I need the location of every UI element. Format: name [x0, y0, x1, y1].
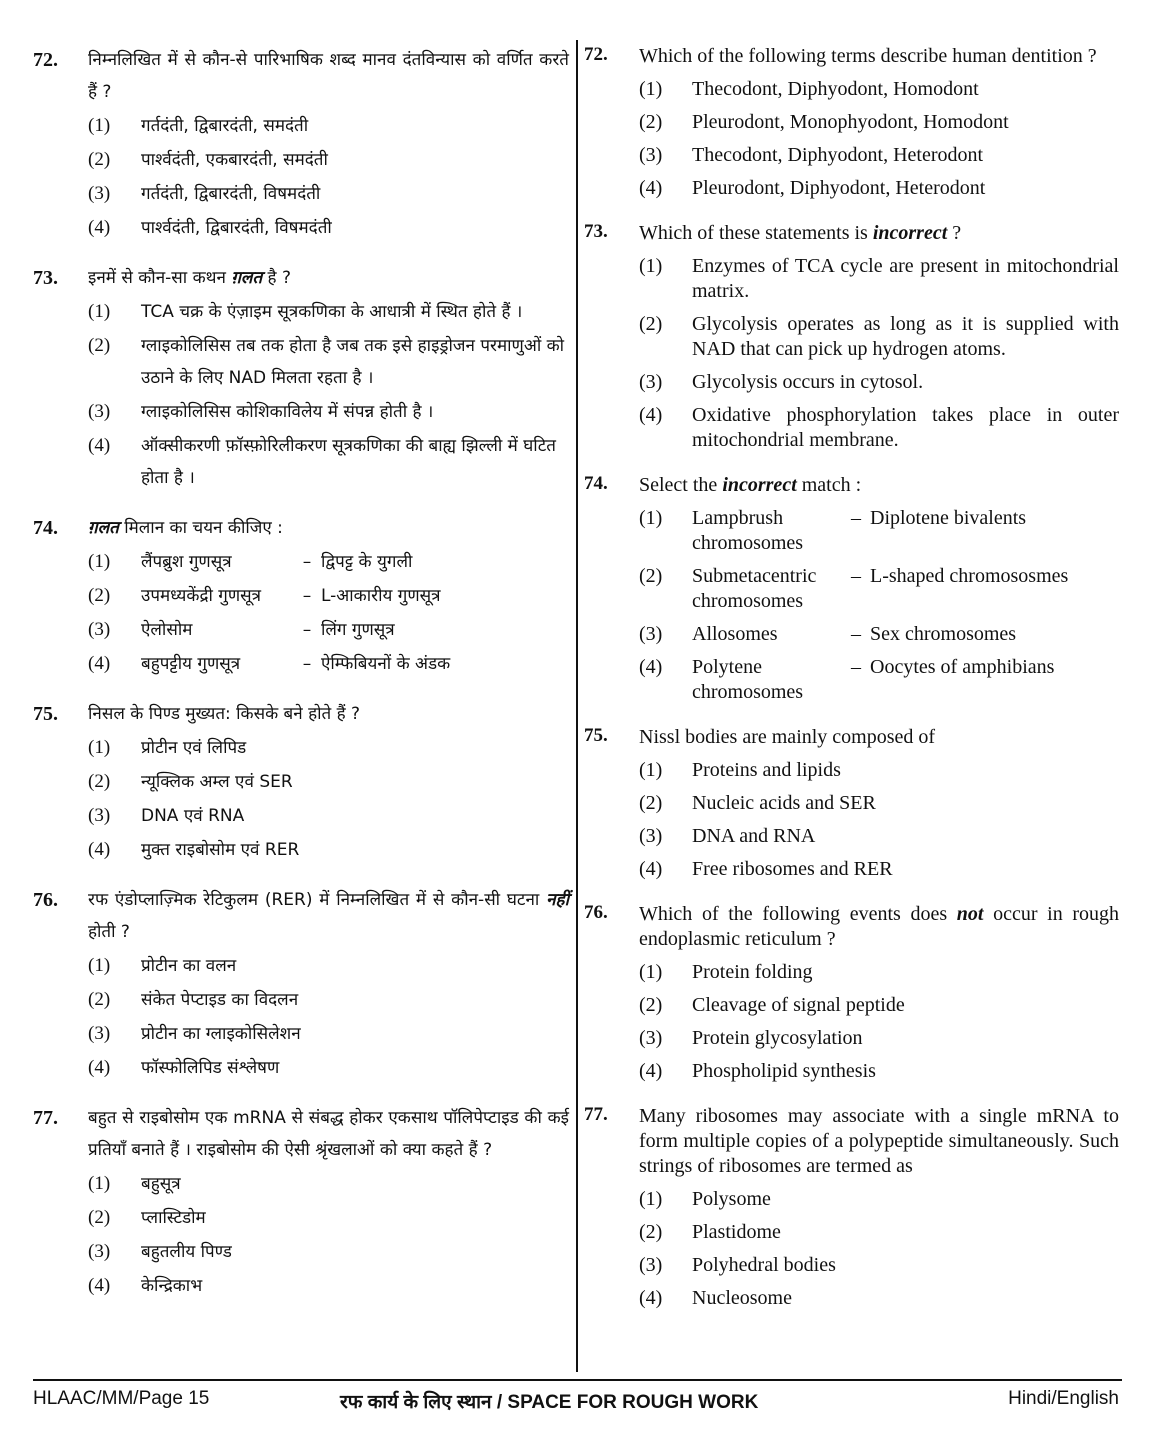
option-3: (3) Protein glycosylation [639, 1027, 863, 1049]
match-row-3: (3) Allosomes – Sex chromosomes [639, 623, 1017, 645]
option-4: (4) Free ribosomes and RER [639, 858, 893, 880]
match-row-3: (3) ऐलोसोम – लिंग गुणसूत्र [88, 619, 395, 640]
option-3: (3) DNA एवं RNA [88, 805, 245, 826]
question-77-hindi [33, 1102, 569, 1302]
question-text: Which of the following terms describe human dentition ? [639, 45, 1097, 67]
option-4: (4) पार्श्वदंती, द्विबारदंती, विषमदंती [88, 217, 332, 238]
question-77-english [584, 1104, 1119, 1311]
option-1: (1) Polysome [639, 1188, 771, 1210]
option-1: (1) TCA चक्र के एंज़ाइम सूत्रकणिका के आधात्री में स्थित होते हैं । [88, 301, 523, 322]
question-75-hindi [33, 698, 569, 866]
option-3: (3) बहुतलीय पिण्ड [88, 1241, 232, 1262]
question-number: 77. [584, 1104, 608, 1125]
option-2: (2) Plastidome [639, 1221, 781, 1243]
option-3: (3) Polyhedral bodies [639, 1254, 836, 1276]
option-1: (1) प्रोटीन एवं लिपिड [88, 737, 247, 758]
option-3: (3) गर्तदंती, द्विबारदंती, विषमदंती [88, 183, 321, 204]
option-4: (4) केन्द्रिकाभ [88, 1275, 203, 1296]
match-row-2: (2) Submetacentric chromosomes – L-shaped chromososmes [639, 565, 1069, 612]
question-text: Which of these statements is incorrect ? [639, 222, 962, 244]
question-text: इनमें से कौन-सा कथन ग़लत है ? [88, 268, 291, 288]
option-1: (1) Enzymes of TCA cycle are present in mitochondrial matrix. [639, 255, 1119, 302]
option-1: (1) प्रोटीन का वलन [88, 955, 237, 976]
option-1: (1) गर्तदंती, द्विबारदंती, समदंती [88, 115, 309, 136]
question-number: 74. [33, 517, 58, 539]
question-text: Many ribosomes may associate with a single mRNA to form multiple copies of a polypeptide simultaneously. Such strings of ribosomes are termed as [639, 1105, 1119, 1177]
question-text: रफ एंडोप्लाज़्मिक रेटिकुलम (RER) में निम्नलिखित में से कौन-सी घटना नहीं होती ? [88, 890, 569, 942]
question-number: 73. [33, 267, 58, 289]
question-74-hindi [33, 512, 569, 680]
option-3: (3) Thecodont, Diphyodont, Heterodont [639, 144, 984, 166]
option-2: (2) संकेत पेप्टाइड का विदलन [88, 989, 299, 1010]
option-3: (3) DNA and RNA [639, 825, 816, 847]
option-4: (4) मुक्त राइबोसोम एवं RER [88, 839, 300, 860]
option-1: (1) Protein folding [639, 961, 813, 983]
footer-rule [33, 1379, 1122, 1381]
question-text: Which of the following events does not occur in rough endoplasmic reticulum ? [639, 903, 1119, 950]
match-row-4: (4) बहुपट्टीय गुणसूत्र – ऐम्फिबियनों के अंडक [88, 653, 451, 674]
question-75-english [584, 725, 1119, 882]
question-72-english [584, 44, 1119, 201]
option-4: (4) Pleurodont, Diphyodont, Heterodont [639, 177, 986, 199]
question-73-english [584, 221, 1119, 453]
question-text: ग़लत मिलान का चयन कीजिए : [88, 518, 283, 538]
question-text: निम्नलिखित में से कौन-से पारिभाषिक शब्द मानव दंतविन्यास को वर्णित करते हैं ? [88, 50, 569, 102]
option-2: (2) पार्श्वदंती, एकबारदंती, समदंती [88, 149, 328, 170]
option-4: (4) फॉस्फोलिपिड संश्लेषण [88, 1057, 280, 1078]
question-text: बहुत से राइबोसोम एक mRNA से संबद्ध होकर एकसाथ पॉलिपेप्टाइड की कई प्रतियाँ बनाते हैं । राइबोसोम की ऐसी श्रृंखलाओं को क्या कहते हैं ? [88, 1108, 569, 1160]
question-text: Nissl bodies are mainly composed of [639, 726, 936, 748]
question-73-hindi [33, 262, 569, 494]
question-number: 73. [584, 221, 608, 242]
page-code: HLAAC/MM/Page 15 [33, 1388, 210, 1409]
question-number: 72. [33, 49, 58, 71]
match-row-4: (4) Polytene chromosomes – Oocytes of amphibians [639, 656, 1055, 703]
option-2: (2) Cleavage of signal peptide [639, 994, 905, 1016]
question-number: 76. [584, 902, 608, 923]
option-2: (2) Glycolysis operates as long as it is supplied with NAD that can pick up hydrogen atoms. [639, 313, 1119, 360]
option-3: (3) Glycolysis occurs in cytosol. [639, 371, 924, 393]
question-number: 76. [33, 889, 58, 911]
option-2: (2) न्यूक्लिक अम्ल एवं SER [88, 771, 293, 792]
option-2: (2) Pleurodont, Monophyodont, Homodont [639, 111, 1009, 133]
question-76-english [584, 902, 1119, 1084]
option-4: (4) Nucleosome [639, 1287, 792, 1309]
option-4: (4) Oxidative phosphorylation takes place in outer mitochondrial membrane. [639, 404, 1119, 451]
english-column [584, 44, 1119, 1331]
option-2: (2) प्लास्टिडोम [88, 1207, 206, 1228]
option-2: (2) Nucleic acids and SER [639, 792, 876, 814]
option-3: (3) ग्लाइकोलिसिस कोशिकाविलेय में संपन्न होती है । [88, 401, 434, 422]
option-1: (1) Thecodont, Diphyodont, Homodont [639, 78, 979, 100]
column-divider [576, 40, 578, 1372]
option-4: (4) Phospholipid synthesis [639, 1060, 876, 1082]
question-text: Select the incorrect match : [639, 474, 862, 496]
question-number: 77. [33, 1107, 58, 1129]
rough-work-label: रफ कार्य के लिए स्थान / SPACE FOR ROUGH WORK [340, 1392, 759, 1413]
question-number: 75. [33, 703, 58, 725]
question-72-hindi [33, 44, 569, 244]
question-76-hindi [33, 884, 569, 1084]
option-2: (2) ग्लाइकोलिसिस तब तक होता है जब तक इसे हाइड्रोजन परमाणुओं को उठाने के लिए NAD मिलता रहता है । [88, 335, 565, 388]
match-row-2: (2) उपमध्यकेंद्री गुणसूत्र – L-आकारीय गुणसूत्र [88, 585, 441, 606]
question-number: 72. [584, 44, 608, 65]
question-number: 75. [584, 725, 608, 746]
option-1: (1) बहुसूत्र [88, 1173, 181, 1194]
question-number: 74. [584, 473, 608, 494]
question-text: निसल के पिण्ड मुख्यत: किसके बने होते हैं ? [88, 704, 361, 724]
hindi-column [33, 44, 569, 1320]
match-row-1: (1) Lampbrush chromosomes – Diplotene bivalents [639, 507, 1027, 554]
language-label: Hindi/English [1008, 1388, 1119, 1409]
option-1: (1) Proteins and lipids [639, 759, 841, 781]
match-row-1: (1) लैंपब्रुश गुणसूत्र – द्विपट्ट के युगली [88, 551, 413, 572]
option-4: (4) ऑक्सीकरणी फ़ॉस्फ़ोरिलीकरण सूत्रकणिका की बाह्य झिल्ली में घटित होता है । [88, 435, 556, 488]
option-3: (3) प्रोटीन का ग्लाइकोसिलेशन [88, 1023, 301, 1044]
question-74-english [584, 473, 1119, 705]
